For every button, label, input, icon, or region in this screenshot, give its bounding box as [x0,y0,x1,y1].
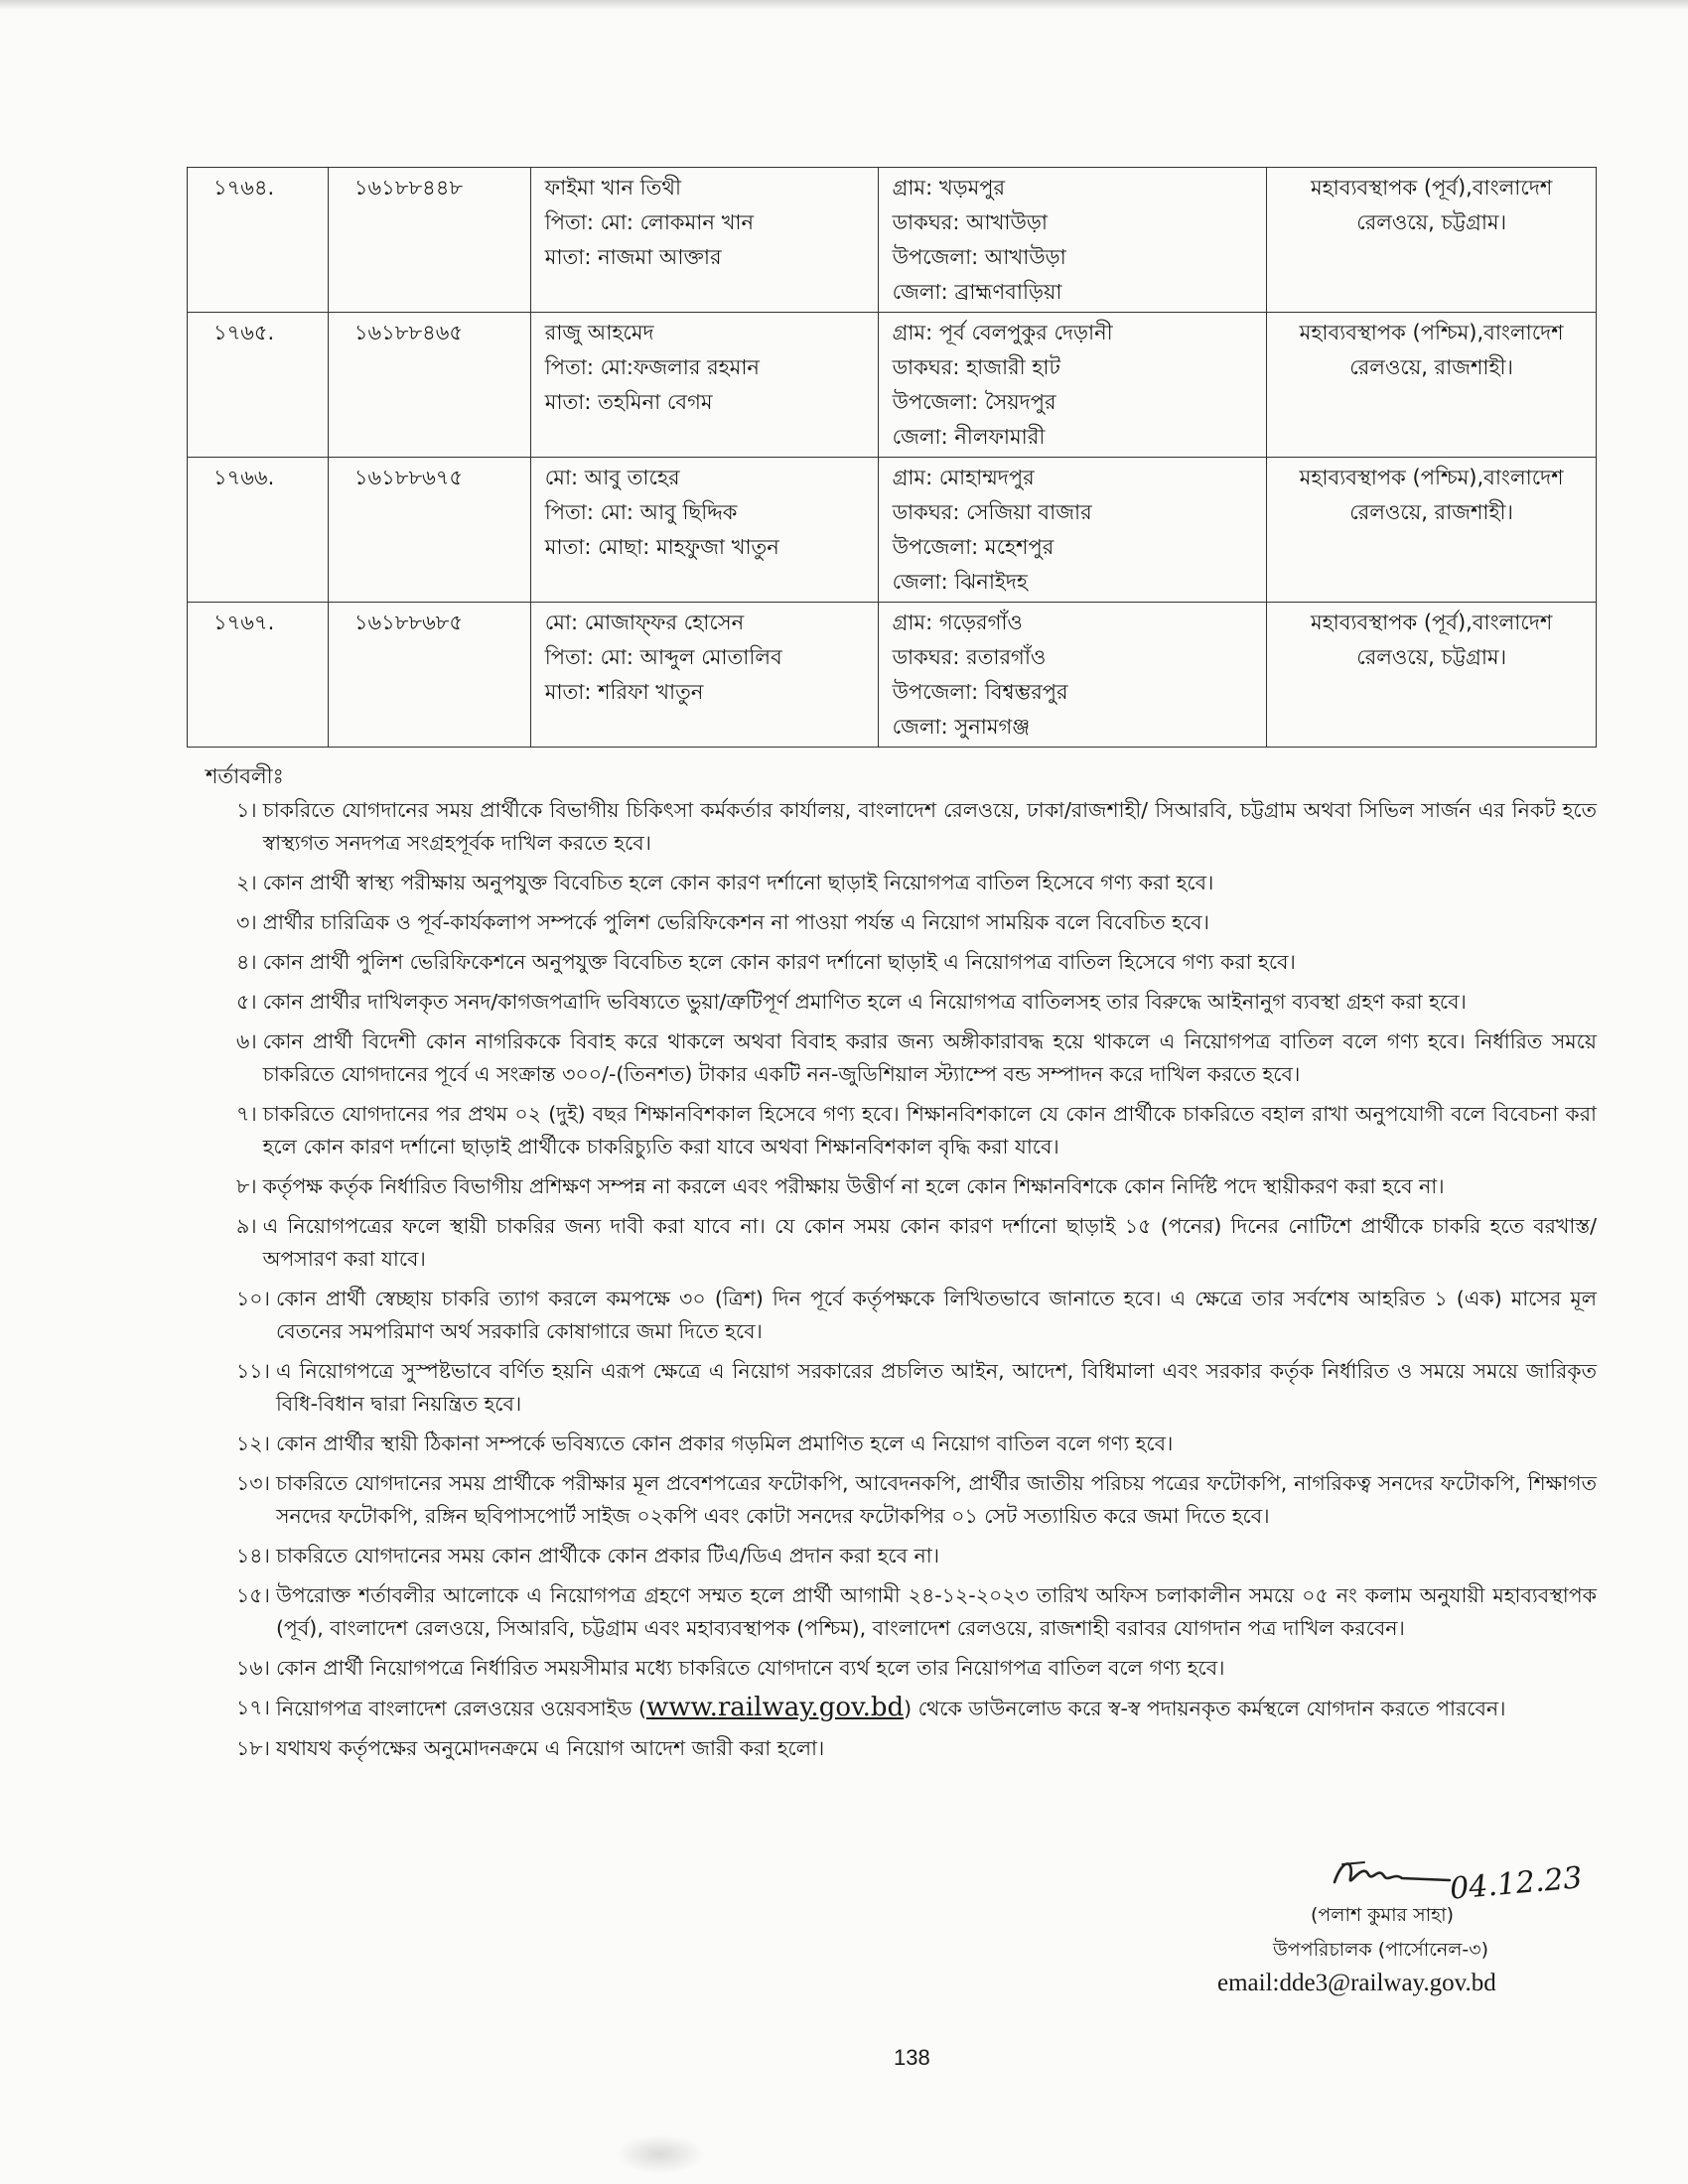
condition-text: এ নিয়োগপত্রের ফলে স্থায়ী চাকরির জন্য দাবী করা যাবে না। যে কোন সময় কোন কারণ দর্শানো ছাড়াই ১৫ (পনের) দিনের নোটিশে প্রার্থীকে চাকরি হতে বরখাস্ত/অপসারণ করা যাবে। [262,1214,1597,1271]
condition-number: ২। [236,871,257,894]
condition-number: ১২। [236,1432,270,1455]
condition-number: ১০। [236,1287,270,1310]
table-row [188,313,1597,458]
condition-number: ৮। [236,1174,257,1198]
condition-number: ১। [236,798,257,822]
posting-office-line: মহাব্যবস্থাপক (পূর্ব),বাংলাদেশ [1310,611,1553,634]
condition-number: ৬। [236,1029,257,1053]
posting-office-cell [1267,603,1597,748]
condition-text: কোন প্রার্থীর স্থায়ী ঠিকানা সম্পর্কে ভবিষ্যতে কোন প্রকার গড়মিল প্রমাণিত হলে এ নিয়োগ বাতিল বলে গণ্য হবে। [275,1432,1174,1455]
condition-item [236,1283,1597,1348]
mother-name: মাতা: নাজমা আক্তার [544,245,722,269]
condition-number: ৫। [236,990,257,1014]
condition-text: কোন প্রার্থীর দাখিলকৃত সনদ/কাগজপত্রাদি ভবিষ্যতে ভুয়া/ত্রুটিপূর্ণ প্রমাণিত হলে এ নিয়োগপত্র বাতিলসহ তার বিরুদ্ধে আইনানুগ ব্যবস্থা গ্রহণ করা হবে। [262,990,1467,1014]
signatory-email: email:dde3@railway.gov.bd [1217,1970,1496,1996]
address-cell [878,603,1267,748]
person-cell [530,313,878,458]
posting-office-line: মহাব্যবস্থাপক (পশ্চিম),বাংলাদেশ [1299,466,1564,489]
condition-text-before: নিয়োগপত্র বাংলাদেশ রেলওয়ের ওয়েবসাইড ( [275,1697,646,1720]
website-link[interactable]: www.railway.gov.bd [645,1693,905,1722]
mother-name: মাতা: মোছা: মাহফুজা খাতুন [544,535,779,559]
condition-item [236,946,1597,979]
handwritten-signature [1329,1852,1458,1902]
mother-name: মাতা: শরিফা খাতুন [544,680,704,704]
roll-number: ১৬১৮৮৬৭৫ [353,466,464,489]
person-cell [530,458,878,603]
posting-office-cell [1267,458,1597,603]
condition-number: ১৭। [236,1696,270,1719]
posting-office-line: রেলওয়ে, চট্টগ্রাম। [1356,645,1507,669]
father-name: পিতা: মো:ফজলার রহমান [544,355,760,379]
address-cell [878,313,1267,458]
roll-cell [328,603,530,748]
condition-text: কর্তৃপক্ষ কর্তৃক নির্ধারিত বিভাগীয় প্রশিক্ষণ সম্পন্ন না করলে এবং পরীক্ষায় উত্তীর্ণ না হলে কোন শিক্ষানবিশকে কোন নির্দিষ্ট পদে স্থায়ীকরণ করা হবে না। [262,1174,1445,1198]
condition-text: চাকরিতে যোগদানের পর প্রথম ০২ (দুই) বছর শিক্ষানবিশকাল হিসেবে গণ্য হবে। শিক্ষানবিশকালে যে কোন প্রার্থীকে চাকরিতে বহাল রাখা অনুপযোগী বলে বিবেচনা করা হলে কোন কারণ দর্শানো ছাড়াই প্রার্থীকে চাকরিচ্যুতি করা যাবে অথবা শিক্ষানবিশকাল বৃদ্ধি করা যাবে। [262,1102,1597,1159]
serial-number: ১৭৬৭. [213,611,275,634]
table-row [188,458,1597,603]
condition-item [236,1732,1597,1765]
address-line: উপজেলা: আখাউড়া [892,245,1066,269]
serial-cell [188,603,329,748]
conditions-list [236,794,1597,1772]
condition-text: এ নিয়োগপত্রে সুস্পষ্টভাবে বর্ণিত হয়নি এরূপ ক্ষেত্রে এ নিয়োগ সরকারের প্রচলিত আইন, আদেশ, বিধিমালা এবং সরকার কর্তৃক নির্ধারিত ও সময়ে সময়ে জারিকৃত বিধি-বিধান দ্বারা নিয়ন্ত্রিত হবে। [275,1359,1597,1416]
roll-number: ১৬১৮৮৬৮৫ [353,611,463,634]
address-line: জেলা: ব্রাহ্মণবাড়িয়া [892,280,1062,304]
address-line: উপজেলা: বিশ্বম্ভরপুর [892,680,1068,704]
address-line: উপজেলা: সৈয়দপুর [892,390,1056,414]
candidate-name: রাজু আহমেদ [544,321,654,344]
person-cell [530,168,878,313]
condition-text: চাকরিতে যোগদানের সময় প্রার্থীকে পরীক্ষার মূল প্রবেশপত্রের ফটোকপি, আবেদনকপি, প্রার্থীর জাতীয় পরিচয় পত্রের ফটোকপি, নাগরিকত্ব সনদের ফটোকপি, শিক্ষাগত সনদের ফটোকপি, রঙ্গিন ছবিপাসপোর্ট সাইজ ০২কপি এবং কোটা সনদের ফটোকপির ০১ সেট সত্যায়িত করে জমা দিতে হবে। [275,1471,1597,1528]
roll-number: ১৬১৮৮৪৪৮ [353,176,463,200]
condition-number: ৭। [236,1102,257,1126]
serial-number: ১৭৬৬. [213,466,275,489]
condition-item [236,794,1597,860]
condition-item [236,906,1597,939]
address-line: জেলা: সুনামগঞ্জ [892,715,1031,739]
condition-item [236,1467,1597,1533]
scan-edge-shadow [0,0,1688,10]
condition-item [236,1170,1597,1203]
condition-item [236,1025,1597,1091]
address-cell [878,458,1267,603]
address-line: গ্রাম: গড়েরগাঁও [892,611,1023,634]
address-line: গ্রাম: পূর্ব বেলপুকুর দেড়ানী [892,321,1113,344]
signature-date: 04.12.23 [1448,1860,1584,1907]
candidate-name: মো: আবু তাহের [544,466,680,489]
posting-office-cell [1267,313,1597,458]
posting-office-line: রেলওয়ে, রাজশাহী। [1349,355,1514,379]
signatory-name: (পলাশ কুমার সাহা) [1311,1904,1455,1926]
condition-text: কোন প্রার্থী স্বাস্থ্য পরীক্ষায় অনুপযুক্ত বিবেচিত হলে কোন কারণ দর্শানো ছাড়াই নিয়োগপত্র বাতিল হিসেবে গণ্য করা হবে। [262,871,1214,894]
roll-cell [328,313,530,458]
condition-text: কোন প্রার্থী স্বেচ্ছায় চাকরি ত্যাগ করলে কমপক্ষে ৩০ (ত্রিশ) দিন পূর্বে কর্তৃপক্ষকে লিখিতভাবে জানাতে হবে। এ ক্ষেত্রে তার সর্বশেষ আহরিত ১ (এক) মাসের মূল বেতনের সমপরিমাণ অর্থ সরকারি কোষাগারে জমা দিতে হবে। [275,1287,1597,1343]
appointee-table-body [188,168,1597,748]
condition-text-after: ) থেকে ডাউনলোড করে স্ব-স্ব পদায়নকৃত কর্মস্থলে যোগদান করতে পারবেন। [904,1697,1506,1720]
condition-text: উপরোক্ত শর্তাবলীর আলোকে এ নিয়োগপত্র গ্রহণে সম্মত হলে প্রার্থী আগামী ২৪-১২-২০২৩ তারিখ অফিস চলাকালীন সময়ে ০৫ নং কলাম অনুযায়ী মহাব্যবস্থাপক (পূর্ব), বাংলাদেশ রেলওয়ে, সিআরবি, চট্টগ্রাম এবং মহাব্যবস্থাপক (পশ্চিম), বাংলাদেশ রেলওয়ে, রাজশাহী বরাবর যোগদান পত্র দাখিল করবেন। [275,1583,1597,1640]
condition-text [276,1692,1597,1725]
candidate-name: ফাইমা খান তিথী [544,176,682,200]
candidate-name: মো: মোজাফ্ফর হোসেন [544,611,745,634]
address-line: জেলা: ঝিনাইদহ [892,570,1028,594]
person-cell [530,603,878,748]
posting-office-line: রেলওয়ে, রাজশাহী। [1349,500,1514,524]
page-number: 138 [894,2045,930,2070]
serial-number: ১৭৬৫. [213,321,275,344]
condition-number: ৯। [236,1214,257,1238]
condition-number: ৩। [236,910,257,934]
address-line: ডাকঘর: সেজিয়া বাজার [892,500,1092,524]
condition-number: ১৩। [236,1471,270,1495]
roll-cell [328,458,530,603]
posting-office-cell [1267,168,1597,313]
condition-text: কোন প্রার্থী বিদেশী কোন নাগরিককে বিবাহ করে থাকলে অথবা বিবাহ করার জন্য অঙ্গীকারাবদ্ধ হয়ে থাকলে এ নিয়োগপত্র বাতিল বলে গণ্য হবে। নির্ধারিত সময়ে চাকরিতে যোগদানের পূর্বে এ সংক্রান্ত ৩০০/-(তিনশত) টাকার একটি নন-জুডিশিয়াল স্ট্যাম্পে বন্ড সম্পাদন করে দাখিল করতে হবে। [262,1029,1597,1086]
mother-name: মাতা: তহমিনা বেগম [544,390,713,414]
condition-item [236,1355,1597,1421]
address-line: ডাকঘর: হাজারী হাট [892,355,1060,379]
address-line: ডাকঘর: আখাউড়া [892,210,1048,234]
serial-cell [188,168,329,313]
address-line: জেলা: নীলফামারী [892,425,1046,449]
condition-item [236,1210,1597,1276]
condition-text: যথাযথ কর্তৃপক্ষের অনুমোদনক্রমে এ নিয়োগ আদেশ জারী করা হলো। [275,1736,825,1760]
address-line: উপজেলা: মহেশপুর [892,535,1055,559]
roll-cell [328,168,530,313]
condition-number: ১৮। [236,1736,270,1760]
condition-item [236,1540,1597,1572]
condition-item [236,867,1597,899]
posting-office-line: রেলওয়ে, চট্টগ্রাম। [1356,210,1507,234]
condition-item [236,986,1597,1019]
table-row [188,168,1597,313]
condition-number: ১৪। [236,1544,270,1568]
condition-item [236,1652,1597,1685]
condition-text: চাকরিতে যোগদানের সময় প্রার্থীকে বিভাগীয় চিকিৎসা কর্মকর্তার কার্যালয়, বাংলাদেশ রেলওয়ে, ঢাকা/রাজশাহী/ সিআরবি, চট্টগ্রাম অথবা সিভিল সার্জন এর নিকট হতে স্বাস্থ্যগত সনদপত্র সংগ্রহপূর্বক দাখিল করতে হবে। [262,798,1597,855]
appointee-table [187,167,1597,748]
condition-number: ১১। [236,1359,270,1383]
condition-item [236,1692,1597,1725]
condition-text: চাকরিতে যোগদানের সময় কোন প্রার্থীকে কোন প্রকার টিএ/ডিএ প্রদান করা হবে না। [275,1544,940,1568]
condition-text: প্রার্থীর চারিত্রিক ও পূর্ব-কার্যকলাপ সম্পর্কে পুলিশ ভেরিফিকেশন না পাওয়া পর্যন্ত এ নিয়োগ সাময়িক বলে বিবেচিত হবে। [262,910,1209,934]
scan-smudge [616,2134,705,2174]
condition-item [236,1098,1597,1163]
father-name: পিতা: মো: আবু ছিদ্দিক [544,500,738,524]
condition-number: ৪। [236,950,257,974]
serial-cell [188,458,329,603]
roll-number: ১৬১৮৮৪৬৫ [353,321,463,344]
address-line: গ্রাম: খড়মপুর [892,176,1006,200]
address-line: গ্রাম: মোহাম্মদপুর [892,466,1035,489]
father-name: পিতা: মো: আব্দুল মোতালিব [544,645,782,669]
conditions-heading: শর্তাবলীঃ [206,764,284,788]
address-cell [878,168,1267,313]
condition-text: কোন প্রার্থী নিয়োগপত্রে নির্ধারিত সময়সীমার মধ্যে চাকরিতে যোগদানে ব্যর্থ হলে তার নিয়োগপত্র বাতিল বলে গণ্য হবে। [275,1656,1225,1680]
posting-office-line: মহাব্যবস্থাপক (পশ্চিম),বাংলাদেশ [1299,321,1564,344]
condition-text: কোন প্রার্থী পুলিশ ভেরিফিকেশনে অনুপযুক্ত বিবেচিত হলে কোন কারণ দর্শানো ছাড়াই এ নিয়োগপত্র বাতিল হিসেবে গণ্য করা হবে। [262,950,1296,974]
table-row [188,603,1597,748]
father-name: পিতা: মো: লোকমান খান [544,210,754,234]
condition-item [236,1579,1597,1645]
signatory-title: উপপরিচালক (পার্সোনেল-৩) [1273,1939,1489,1961]
condition-number: ১৫। [236,1583,270,1607]
condition-item [236,1428,1597,1460]
condition-number: ১৬। [236,1656,270,1680]
posting-office-line: মহাব্যবস্থাপক (পূর্ব),বাংলাদেশ [1310,176,1553,200]
serial-number: ১৭৬৪. [213,176,275,200]
address-line: ডাকঘর: রতারগাঁও [892,645,1047,669]
serial-cell [188,313,329,458]
